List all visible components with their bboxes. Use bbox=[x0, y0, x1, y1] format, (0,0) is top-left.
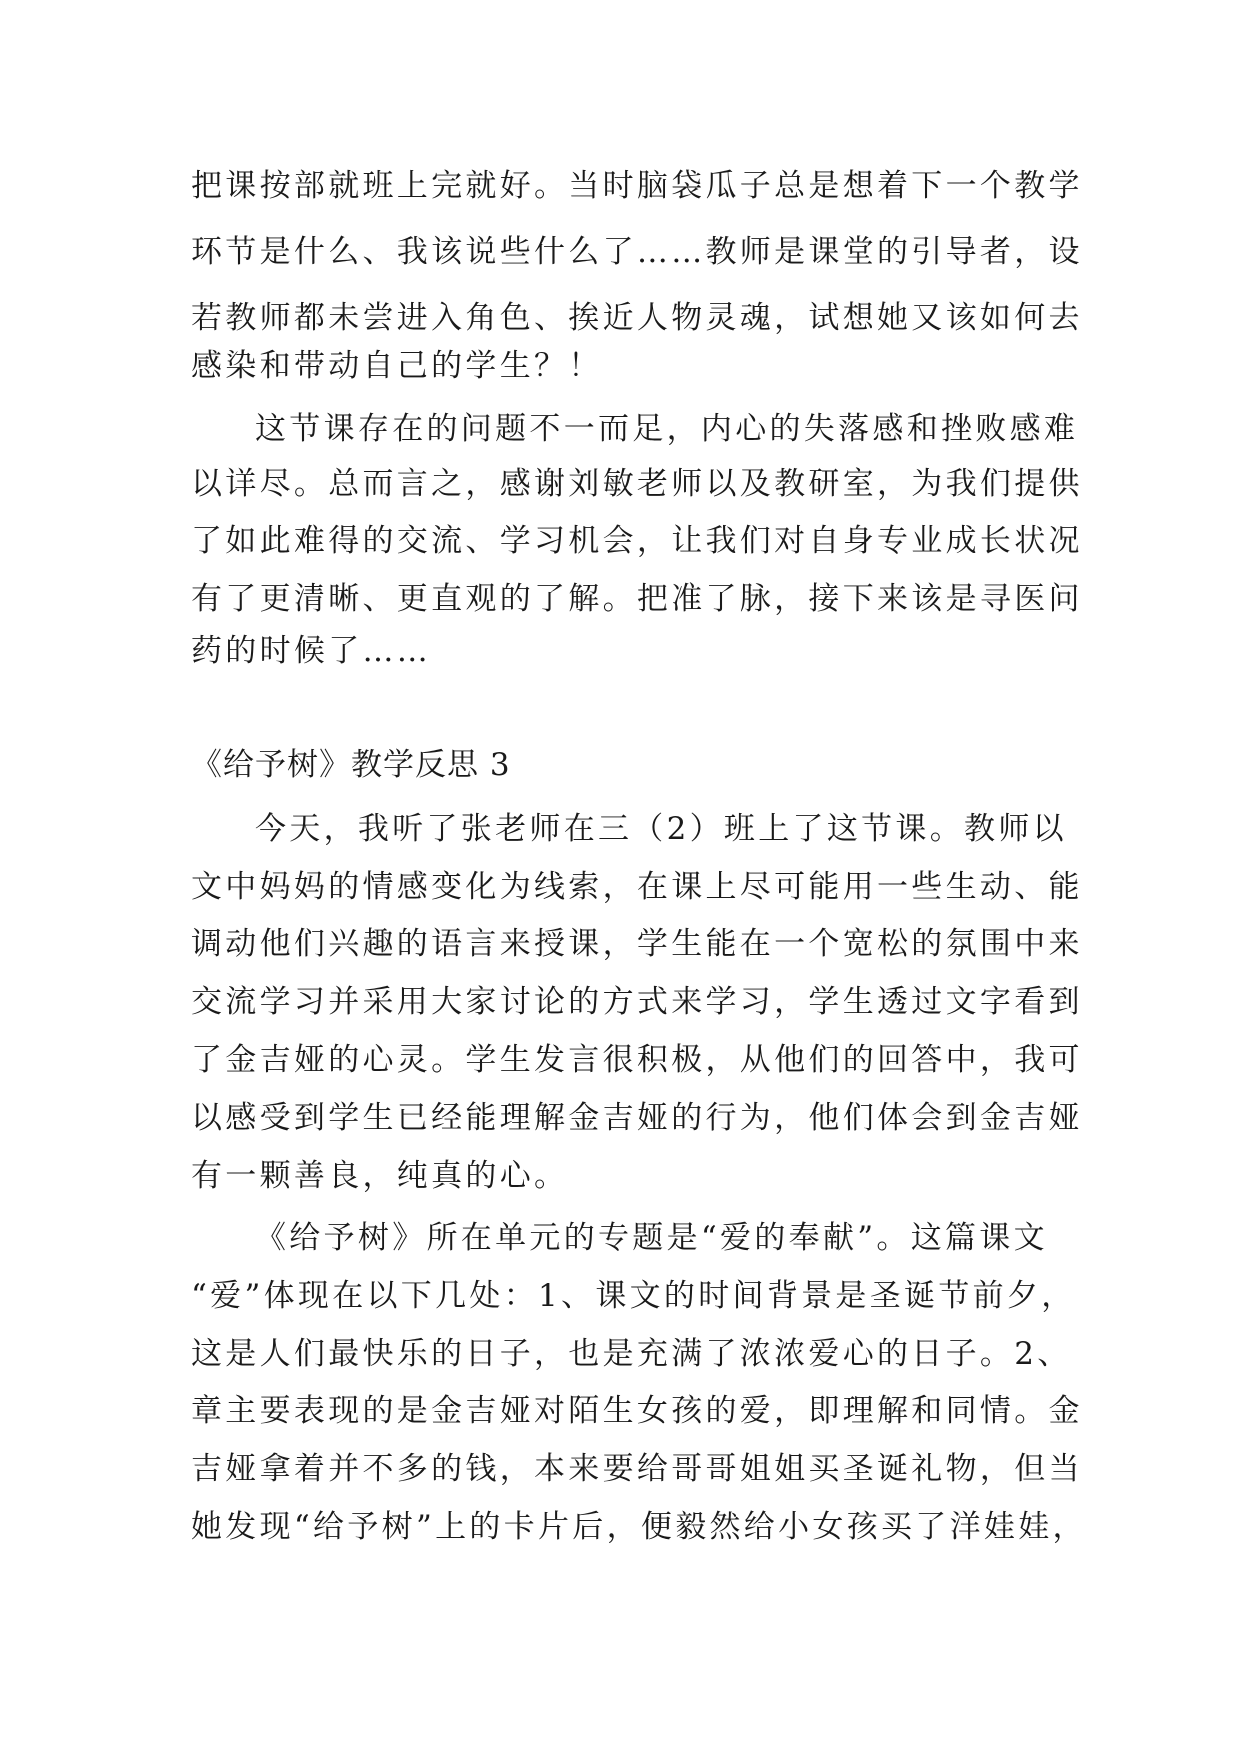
body-text-line: 今天，我听了张老师在三（2）班上了这节课。教师以 bbox=[255, 811, 1067, 847]
section-heading: 《给予树》教学反思 3 bbox=[191, 747, 511, 783]
body-text-line: 把课按部就班上完就好。当时脑袋瓜子总是想着下一个教学 bbox=[191, 168, 1083, 204]
body-text-line: 环节是什么、我该说些什么了……教师是课堂的引导者，设 bbox=[191, 234, 1083, 270]
body-text-line: 若教师都未尝进入角色、挨近人物灵魂，试想她又该如何去 bbox=[191, 300, 1083, 336]
body-text-line: 这是人们最快乐的日子，也是充满了浓浓爱心的日子。2、 bbox=[191, 1336, 1072, 1372]
body-text-line: 吉娅拿着并不多的钱，本来要给哥哥姐姐买圣诞礼物，但当 bbox=[191, 1451, 1083, 1487]
body-text-line: 这节课存在的问题不一而足，内心的失落感和挫败感难 bbox=[255, 411, 1079, 447]
body-text-line: 了金吉娅的心灵。学生发言很积极，从他们的回答中，我可 bbox=[191, 1042, 1083, 1078]
body-text-line: 有了更清晰、更直观的了解。把准了脉，接下来该是寻医问 bbox=[191, 581, 1083, 617]
body-text-line: 感染和带动自己的学生？！ bbox=[191, 348, 603, 384]
body-text-line: 文中妈妈的情感变化为线索，在课上尽可能用一些生动、能 bbox=[191, 869, 1083, 905]
body-text-line: 她发现“给予树”上的卡片后，便毅然给小女孩买了洋娃娃， bbox=[191, 1509, 1087, 1545]
body-text-line: 以详尽。总而言之，感谢刘敏老师以及教研室，为我们提供 bbox=[191, 466, 1083, 502]
body-text-line: “爱”体现在以下几处：1、课文的时间背景是圣诞节前夕， bbox=[191, 1278, 1076, 1314]
body-text-line: 交流学习并采用大家讨论的方式来学习，学生透过文字看到 bbox=[191, 984, 1083, 1020]
body-text-line: 药的时候了…… bbox=[191, 633, 432, 669]
body-text-line: 章主要表现的是金吉娅对陌生女孩的爱，即理解和同情。金 bbox=[191, 1393, 1083, 1429]
body-text-line: 《给予树》所在单元的专题是“爱的奉献”。这篇课文 bbox=[255, 1220, 1048, 1256]
body-text-line: 有一颗善良，纯真的心。 bbox=[191, 1158, 569, 1194]
body-text-line: 以感受到学生已经能理解金吉娅的行为，他们体会到金吉娅 bbox=[191, 1100, 1083, 1136]
body-text-line: 了如此难得的交流、学习机会，让我们对自身专业成长状况 bbox=[191, 523, 1083, 559]
body-text-line: 调动他们兴趣的语言来授课，学生能在一个宽松的氛围中来 bbox=[191, 926, 1083, 962]
